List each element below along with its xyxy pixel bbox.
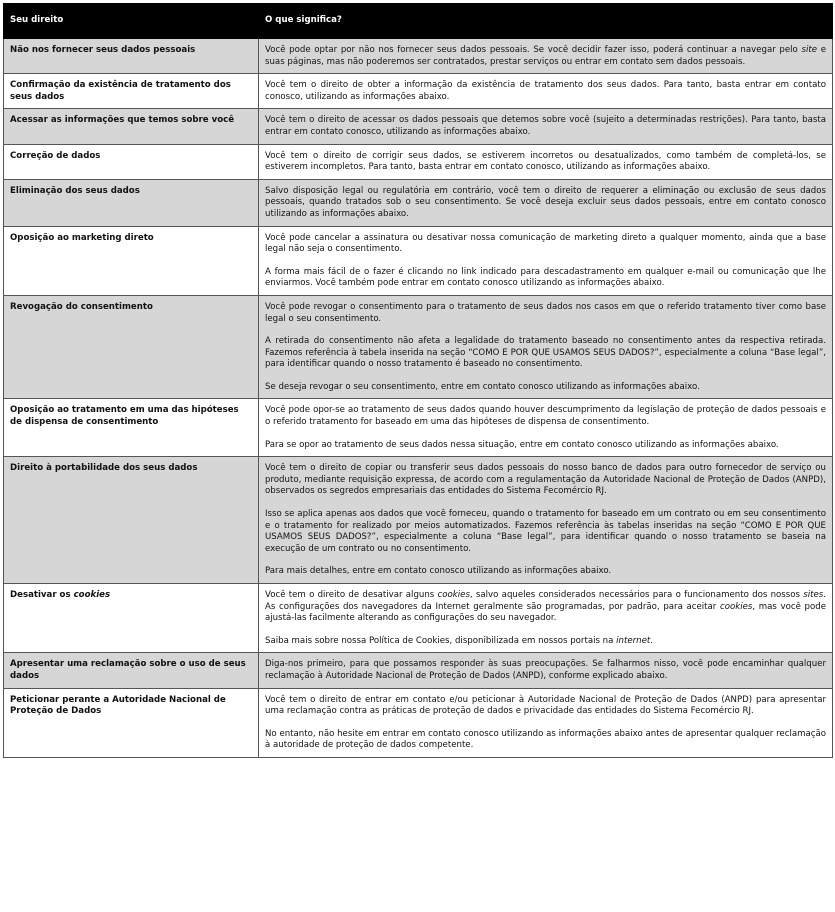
right-description bbox=[259, 295, 833, 399]
right-name: Peticionar perante a Autoridade Nacional de Proteção de Dados bbox=[4, 688, 259, 757]
right-name: Correção de dados bbox=[4, 144, 259, 179]
description-paragraph: Salvo disposição legal ou regulatória em contrário, você tem o direito de requerer a eliminação ou exclusão de seus dados pessoais, quando tratados sob o seu consentimento. Se você deseja excluir seus dados pessoais, entre em contato conosco utilizando as informações abaixo. bbox=[265, 185, 826, 219]
right-name: Revogação do consentimento bbox=[4, 295, 259, 399]
description-paragraph: A forma mais fácil de o fazer é clicando no link indicado para descadastramento em qualquer e-mail ou comunicação que lhe enviarmos. Você também pode entrar em contato conosco utilizando as informações abaixo. bbox=[265, 266, 826, 289]
right-name: Eliminação dos seus dados bbox=[4, 179, 259, 226]
description-paragraph: Você tem o direito de desativar alguns cookies, salvo aqueles considerados necessários para o funcionamento dos nossos sites. As configurações dos navegadores da Internet geralmente são programadas, por padrão, para aceitar cookies, mas você pode ajustá-las facilmente alterando as configurações do seu navegador. bbox=[265, 590, 826, 624]
table-row bbox=[4, 39, 833, 74]
description-paragraph: Para mais detalhes, entre em contato conosco utilizando as informações abaixo. bbox=[265, 566, 612, 577]
table-row bbox=[4, 226, 833, 295]
description-paragraph: A retirada do consentimento não afeta a legalidade do tratamento baseado no consentimento antes da respectiva retirada. Fazemos referência à tabela inserida na seção “COMO E POR QUE USAMOS SEUS DADOS?”, especialmente a coluna “Base legal”, para identificar quando o nosso tratamento é baseado no consentimento. bbox=[265, 336, 826, 370]
description-paragraph: Você tem o direito de corrigir seus dados, se estiverem incorretos ou desatualizados, como também de completá-los, se estiverem incompletos. Para tanto, basta entrar em contato conosco, utilizando as informações abaixo. bbox=[265, 150, 826, 173]
table-row bbox=[4, 653, 833, 688]
table-row bbox=[4, 584, 833, 653]
right-name: Direito à portabilidade dos seus dados bbox=[4, 457, 259, 584]
description-paragraph: Você tem o direito de obter a informação da existência de tratamento dos seus dados. Para tanto, basta entrar em contato conosco, utilizando as informações abaixo. bbox=[265, 80, 826, 102]
description-paragraph: Isso se aplica apenas aos dados que você forneceu, quando o tratamento for baseado em um contrato ou em seu consentimento e o tratamento for realizado por meios automatizados. Fazemos referência às tabelas inseridas na seção “COMO E POR QUE USAMOS SEUS DADOS?”, especialmente a coluna “Base legal”, para identificar quando o nosso tratamento se baseia na execução de um contrato ou no consentimento. bbox=[265, 509, 826, 554]
description-paragraph: Você tem o direito de acessar os dados pessoais que detemos sobre você (sujeito a determinadas restrições). Para tanto, basta entrar em contato conosco, utilizando as informações abaixo. bbox=[265, 115, 826, 137]
header-meaning: O que significa? bbox=[259, 4, 833, 39]
right-description bbox=[259, 688, 833, 757]
table-row bbox=[4, 144, 833, 179]
description-paragraph: Você pode optar por não nos fornecer seus dados pessoais. Se você decidir fazer isso, poderá continuar a navegar pelo site e suas páginas, mas não poderemos ser contratados, prestar serviços ou entrar em contato sem dados pessoais. bbox=[265, 45, 826, 67]
right-description bbox=[259, 399, 833, 457]
right-name: Não nos fornecer seus dados pessoais bbox=[4, 39, 259, 74]
right-name: Desativar os cookies bbox=[4, 584, 259, 653]
description-paragraph: Você pode cancelar a assinatura ou desativar nossa comunicação de marketing direto a qualquer momento, ainda que a base legal não seja o consentimento. bbox=[265, 232, 826, 255]
right-description bbox=[259, 457, 833, 584]
table-row bbox=[4, 109, 833, 144]
table-row bbox=[4, 457, 833, 584]
right-name: Oposição ao marketing direto bbox=[4, 226, 259, 295]
description-paragraph: Diga-nos primeiro, para que possamos responder às suas preocupações. Se falharmos nisso, você pode encaminhar qualquer reclamação à Autoridade Nacional de Proteção de Dados (ANPD), conforme explicado abaixo. bbox=[265, 659, 826, 681]
right-description bbox=[259, 109, 833, 144]
right-description bbox=[259, 144, 833, 179]
header-right: Seu direito bbox=[4, 4, 259, 39]
table-row bbox=[4, 179, 833, 226]
right-name: Acessar as informações que temos sobre você bbox=[4, 109, 259, 144]
right-description bbox=[259, 74, 833, 109]
right-description bbox=[259, 584, 833, 653]
table-row bbox=[4, 399, 833, 457]
right-description bbox=[259, 179, 833, 226]
table-header bbox=[4, 4, 833, 39]
right-description bbox=[259, 226, 833, 295]
description-paragraph: Você pode opor-se ao tratamento de seus dados quando houver descumprimento da legislação de proteção de dados pessoais e o referido tratamento for baseado em uma das hipóteses de dispensa de consentimento. bbox=[265, 405, 826, 428]
right-description bbox=[259, 39, 833, 74]
right-name: Apresentar uma reclamação sobre o uso de seus dados bbox=[4, 653, 259, 688]
description-paragraph: Você tem o direito de copiar ou transferir seus dados pessoais do nosso banco de dados para outro fornecedor de serviço ou produto, mediante requisição expressa, de acordo com a regulamentação da Autoridade Nacional de Proteção de Dados (ANPD), observados os segredos empresariais das entidades do Sistema Fecomércio RJ. bbox=[265, 463, 826, 497]
table-row bbox=[4, 74, 833, 109]
right-name: Oposição ao tratamento em uma das hipóteses de dispensa de consentimento bbox=[4, 399, 259, 457]
description-paragraph: Você tem o direito de entrar em contato e/ou peticionar à Autoridade Nacional de Proteção de Dados (ANPD) para apresentar uma reclamação contra as práticas de proteção de dados e privacidade das entidades do Sistema Fecomércio RJ. bbox=[265, 694, 826, 717]
description-paragraph: Você pode revogar o consentimento para o tratamento de seus dados nos casos em que o referido tratamento tiver como base legal o seu consentimento. bbox=[265, 301, 826, 324]
right-description bbox=[259, 653, 833, 688]
rights-table bbox=[3, 3, 833, 758]
right-name: Confirmação da existência de tratamento dos seus dados bbox=[4, 74, 259, 109]
table-row bbox=[4, 295, 833, 399]
description-paragraph: Para se opor ao tratamento de seus dados nessa situação, entre em contato conosco utilizando as informações abaixo. bbox=[265, 439, 779, 450]
description-paragraph: Se deseja revogar o seu consentimento, entre em contato conosco utilizando as informações abaixo. bbox=[265, 381, 700, 392]
description-paragraph: No entanto, não hesite em entrar em contato conosco utilizando as informações abaixo antes de apresentar qualquer reclamação à autoridade de proteção de dados competente. bbox=[265, 728, 826, 751]
table-row bbox=[4, 688, 833, 757]
description-paragraph: Saiba mais sobre nossa Política de Cookies, disponibilizada em nossos portais na internet. bbox=[265, 635, 654, 646]
